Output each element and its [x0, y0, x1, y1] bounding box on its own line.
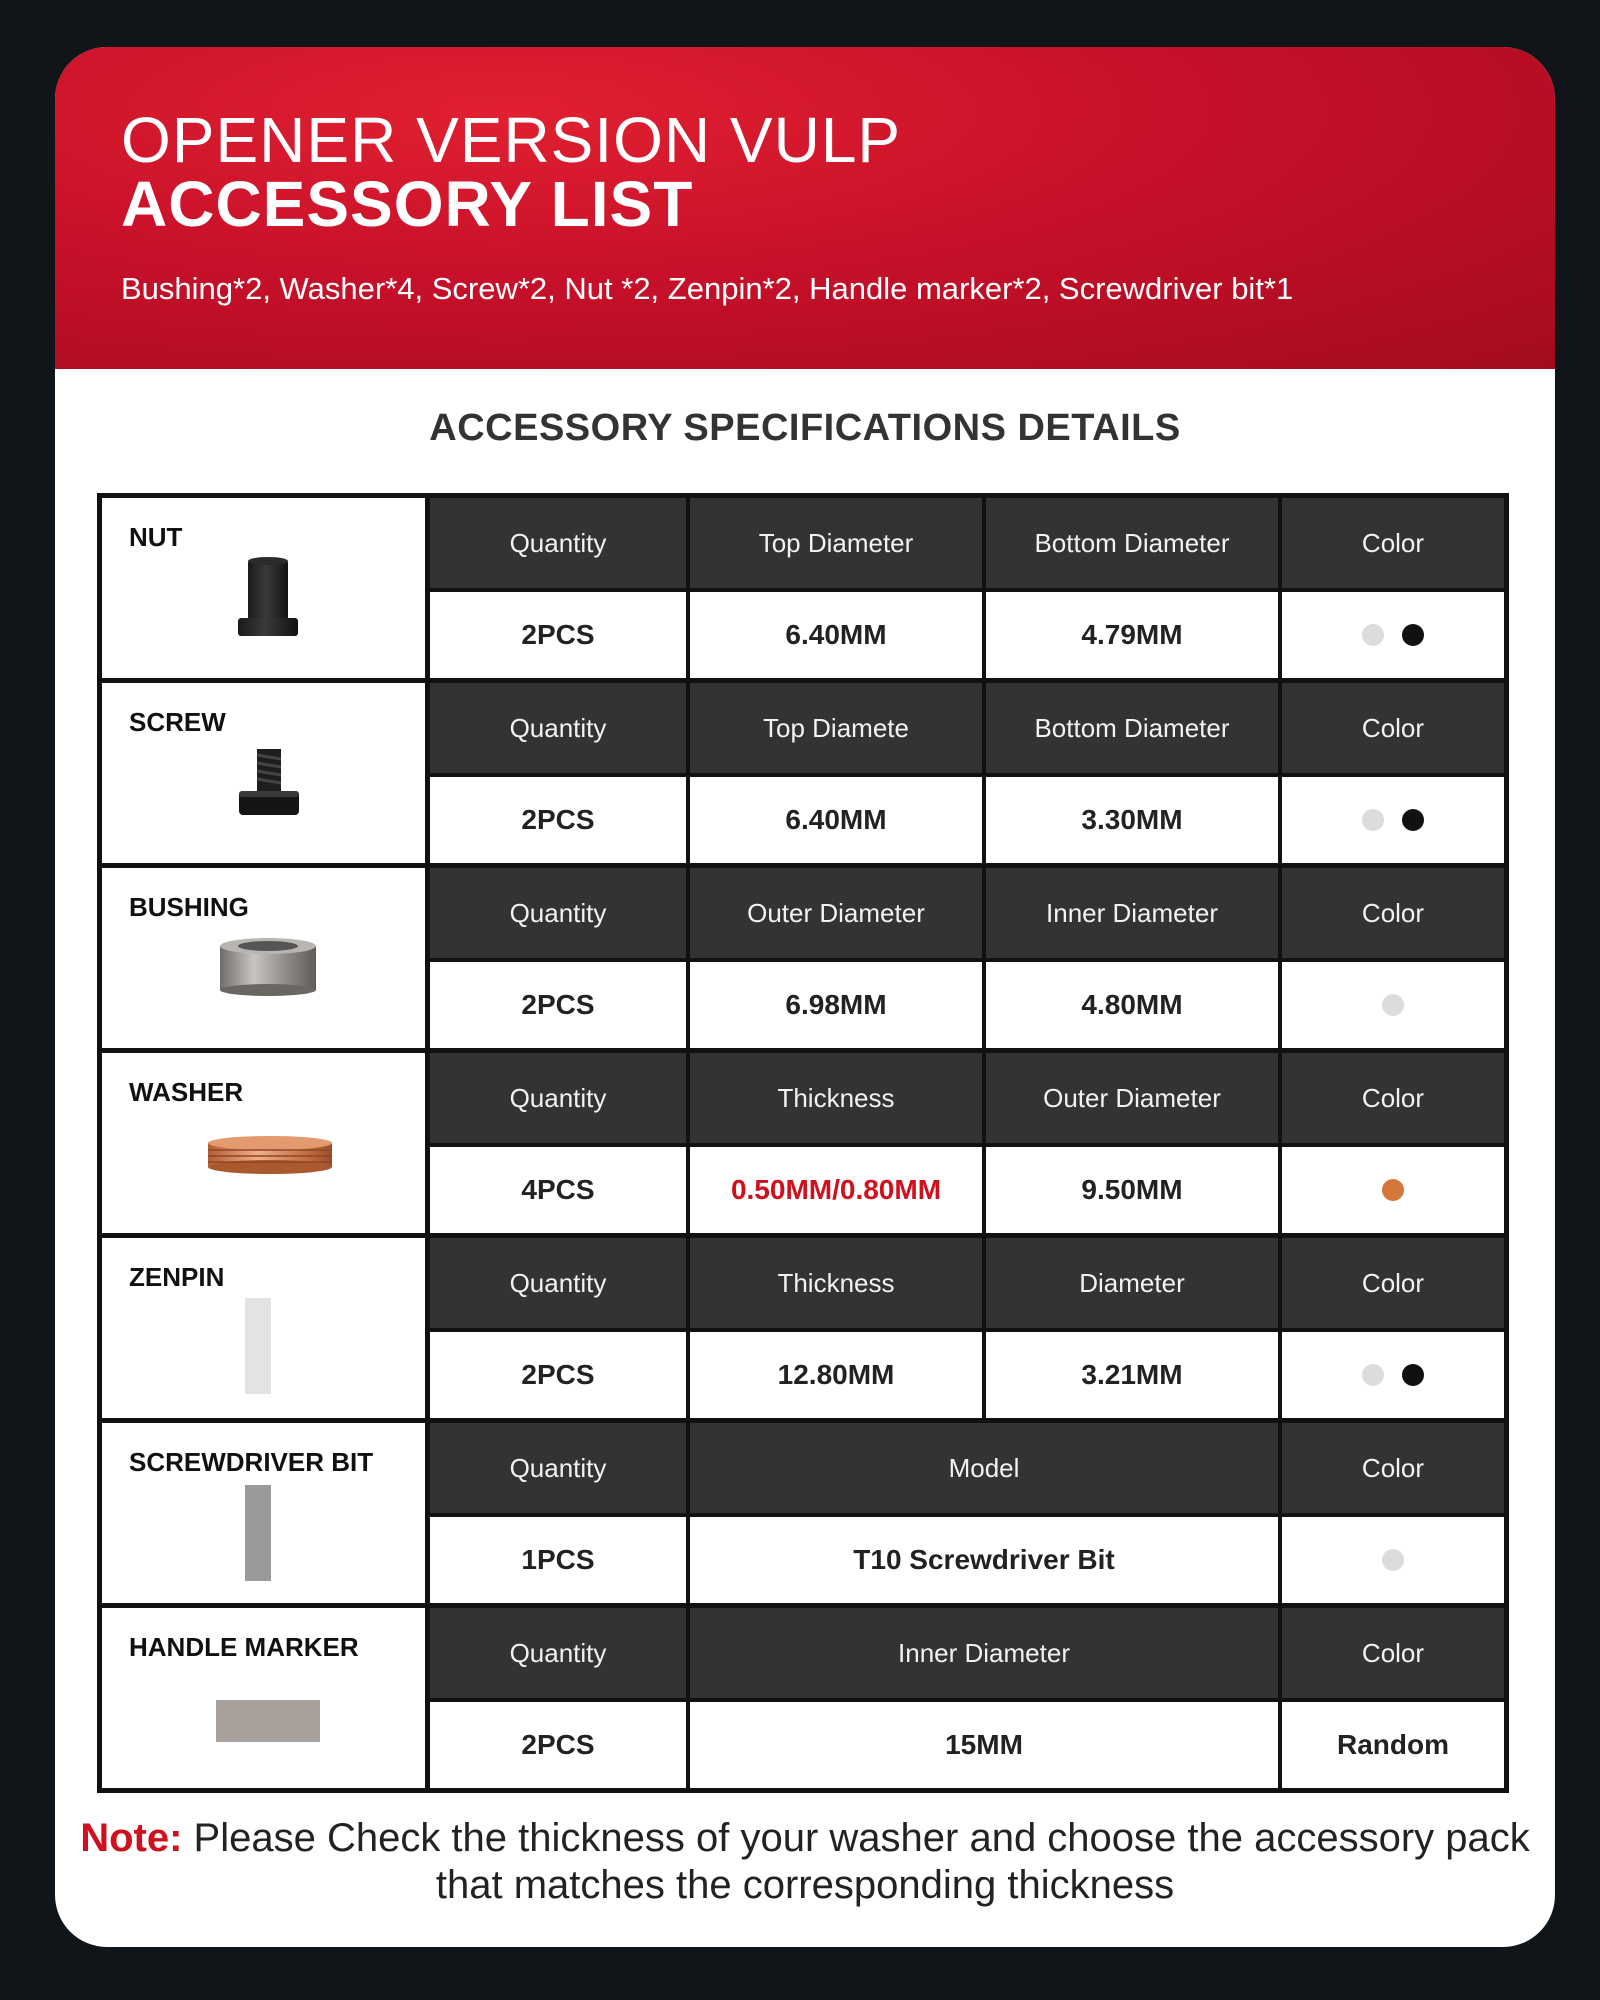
- zenpin-icon: [245, 1298, 271, 1394]
- header-cell: Quantity: [430, 1608, 686, 1698]
- spec-value: 12.80MM: [690, 1332, 982, 1418]
- color-swatches: [1282, 777, 1504, 863]
- spec-value: 4.80MM: [986, 962, 1278, 1048]
- item-name: BUSHING: [129, 892, 249, 922]
- color-swatches: [1282, 1332, 1504, 1418]
- item-name: WASHER: [129, 1077, 244, 1107]
- light-gray-swatch: [1362, 1364, 1384, 1386]
- spec-row-zenpin: [102, 1238, 1504, 1418]
- bushing-icon: [216, 936, 320, 1000]
- header-cell: Thickness: [690, 1053, 982, 1143]
- header-cell: Outer Diameter: [986, 1053, 1278, 1143]
- black-swatch: [1402, 1364, 1424, 1386]
- quantity-value: 2PCS: [430, 962, 686, 1048]
- header-cell: Color: [1282, 498, 1504, 588]
- header-cell: Top Diameter: [690, 498, 982, 588]
- quantity-value: 1PCS: [430, 1517, 686, 1603]
- item-name: NUT: [129, 522, 183, 552]
- quantity-value: 2PCS: [430, 1332, 686, 1418]
- spec-value-highlight: 0.50MM/0.80MM: [690, 1147, 982, 1233]
- black-swatch: [1402, 624, 1424, 646]
- header-cell: Quantity: [430, 683, 686, 773]
- header-cell: Inner Diameter: [986, 868, 1278, 958]
- header-cell: Quantity: [430, 498, 686, 588]
- spec-value: 3.30MM: [986, 777, 1278, 863]
- copper-swatch: [1382, 1179, 1404, 1201]
- spec-value: 6.40MM: [690, 777, 982, 863]
- header-banner: [55, 47, 1555, 369]
- color-swatches: [1282, 1517, 1504, 1603]
- spec-value: 3.21MM: [986, 1332, 1278, 1418]
- item-cell: [102, 1053, 425, 1233]
- quantity-value: 2PCS: [430, 592, 686, 678]
- handle-marker-icon: [216, 1700, 320, 1742]
- spec-row-screwdriver-bit: [102, 1423, 1504, 1603]
- title-line-2: ACCESSORY LIST: [121, 168, 694, 240]
- spec-value: 4.79MM: [986, 592, 1278, 678]
- spec-value: T10 Screwdriver Bit: [690, 1517, 1278, 1603]
- screwdriver-bit-icon: [245, 1485, 271, 1581]
- header-cell: Inner Diameter: [690, 1608, 1278, 1698]
- header-cell: Quantity: [430, 868, 686, 958]
- item-name: SCREW: [129, 707, 226, 737]
- accessory-card: [55, 47, 1555, 1947]
- quantity-value: 2PCS: [430, 777, 686, 863]
- section-title: ACCESSORY SPECIFICATIONS DETAILS: [429, 407, 1181, 449]
- item-name: ZENPIN: [129, 1262, 225, 1292]
- header-cell: Top Diamete: [690, 683, 982, 773]
- header-cell: Bottom Diameter: [986, 498, 1278, 588]
- header-cell: Bottom Diameter: [986, 683, 1278, 773]
- header-cell: Quantity: [430, 1238, 686, 1328]
- accessory-summary: Bushing*2, Washer*4, Screw*2, Nut *2, Zenpin*2, Handle marker*2, Screwdriver bit*1: [121, 271, 1294, 306]
- light-gray-swatch: [1362, 624, 1384, 646]
- color-swatches: [1282, 592, 1504, 678]
- note-body: Please Check the thickness of your washer and choose the accessory pack that matches the corresponding thickness: [182, 1816, 1530, 1907]
- title-line-1: OPENER VERSION VULP: [121, 104, 902, 176]
- item-cell: [102, 1423, 425, 1603]
- note-text: [55, 1815, 1555, 1909]
- header-cell: Color: [1282, 868, 1504, 958]
- spec-row-nut: [102, 498, 1504, 678]
- spec-row-screw: [102, 683, 1504, 863]
- black-swatch: [1402, 809, 1424, 831]
- spec-value: 15MM: [690, 1702, 1278, 1788]
- light-gray-swatch: [1382, 1549, 1404, 1571]
- light-gray-swatch: [1362, 809, 1384, 831]
- header-cell: Color: [1282, 1608, 1504, 1698]
- header-cell: Quantity: [430, 1053, 686, 1143]
- header-cell: Outer Diameter: [690, 868, 982, 958]
- item-name: SCREWDRIVER BIT: [129, 1447, 374, 1477]
- spec-value: 6.98MM: [690, 962, 982, 1048]
- light-gray-swatch: [1382, 994, 1404, 1016]
- spec-value: 9.50MM: [986, 1147, 1278, 1233]
- note-label: Note:: [80, 1816, 183, 1860]
- color-value: Random: [1282, 1702, 1504, 1788]
- header-cell: Quantity: [430, 1423, 686, 1513]
- quantity-value: 4PCS: [430, 1147, 686, 1233]
- nut-icon: [238, 554, 302, 644]
- spec-value: 6.40MM: [690, 592, 982, 678]
- spec-row-handle-marker: [102, 1608, 1504, 1788]
- washer-icon: [206, 1135, 334, 1177]
- spec-row-washer: [102, 1053, 1504, 1233]
- item-cell: [102, 1238, 425, 1418]
- spec-row-bushing: [102, 868, 1504, 1048]
- header-cell: Color: [1282, 1423, 1504, 1513]
- header-cell: Color: [1282, 1053, 1504, 1143]
- header-cell: Thickness: [690, 1238, 982, 1328]
- item-cell: [102, 1608, 425, 1788]
- screw-icon: [236, 745, 302, 825]
- header-cell: Color: [1282, 1238, 1504, 1328]
- item-cell: [102, 868, 425, 1048]
- item-cell: [102, 498, 425, 678]
- item-name: HANDLE MARKER: [129, 1632, 359, 1662]
- spec-table: [97, 493, 1509, 1793]
- item-cell: [102, 683, 425, 863]
- header-cell: Color: [1282, 683, 1504, 773]
- header-cell: Model: [690, 1423, 1278, 1513]
- quantity-value: 2PCS: [430, 1702, 686, 1788]
- color-swatches: [1282, 962, 1504, 1048]
- color-swatches: [1282, 1147, 1504, 1233]
- header-cell: Diameter: [986, 1238, 1278, 1328]
